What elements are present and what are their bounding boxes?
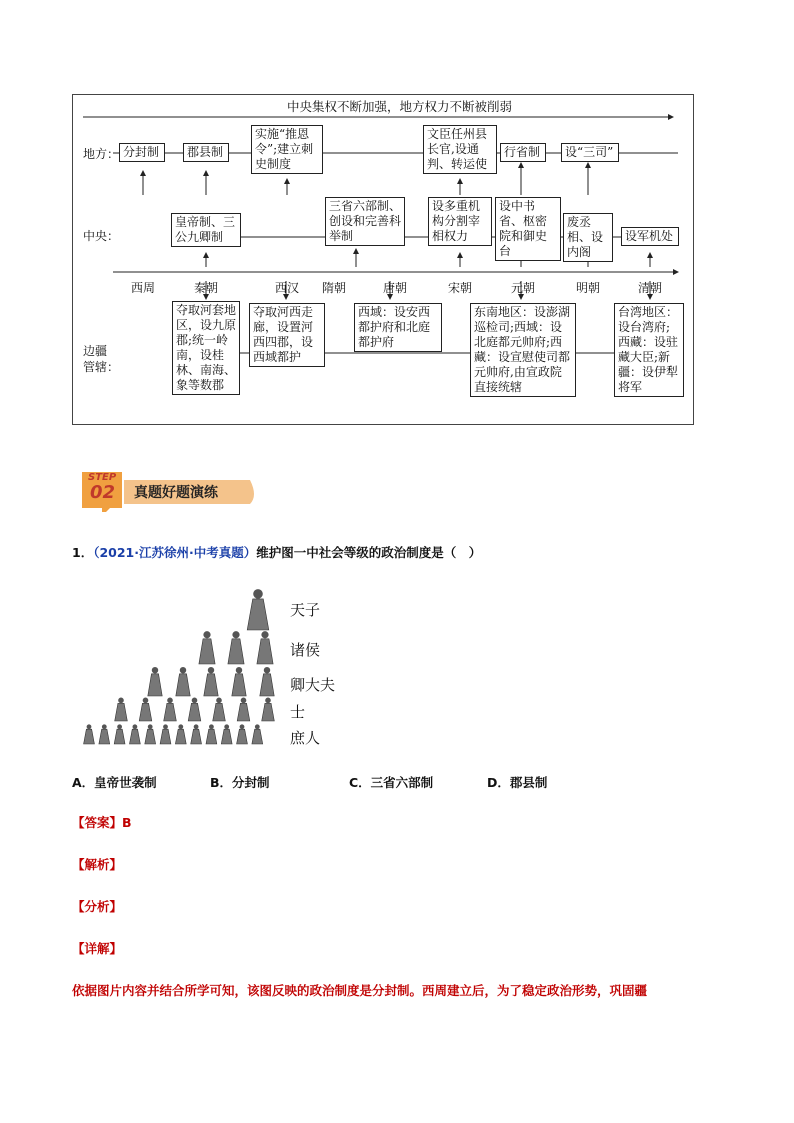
figure-person [237,724,248,744]
local-box: 分封制 [119,143,165,162]
central-box: 皇帝制、三公九卿制 [171,213,241,247]
local-box: 郡县制 [183,143,229,162]
pyramid-label: 诸侯 [290,641,321,659]
figure-person [228,631,244,664]
step-banner [82,468,260,512]
question-stem: 维护图一中社会等级的政治制度是（ ） [256,545,482,560]
analysis-label: 【解析】 [72,857,123,872]
pyramid-label: 士 [290,703,306,721]
figure-person [175,724,186,744]
central-box: 设军机处 [621,227,679,246]
border-box: 夺取河套地区，设九原郡;统一岭南，设桂林、南海、象等数郡 [172,301,240,395]
step-number: 02 [90,482,116,503]
figure-person [148,667,162,696]
pyramid-figures [80,582,310,750]
era-label: 元朝 [510,281,535,295]
central-box: 设中书省、枢密院和御史台 [495,197,561,261]
step-word: STEP [88,472,117,483]
central-box: 设多重机构分割宰相权力 [428,197,492,246]
answer-value: B [122,815,132,830]
row-label-central: 中央： [83,229,120,243]
figure-person [221,724,232,744]
era-label: 秦朝 [193,281,218,295]
political-system-diagram [72,94,694,425]
top-banner: 中央集权不断加强，地方权力不断被削弱 [283,97,516,115]
pyramid-label: 卿大夫 [290,676,336,694]
era-label: 隋朝 [321,281,346,295]
answer-label: 【答案】 [72,815,123,830]
question-line [72,543,481,561]
figure-person [114,724,125,744]
option-c[interactable]: C．三省六部制 [349,775,434,790]
border-box: 夺取河西走廊，设置河西四郡，设西域都护 [249,303,325,367]
figure-person [188,698,201,721]
figure-person [99,724,110,744]
option-b[interactable]: B．分封制 [210,775,270,790]
pyramid-label: 庶人 [290,729,321,747]
row-label-border [83,343,119,375]
option-a[interactable]: A．皇帝世袭制 [72,775,157,790]
section-title: 真题好题演练 [134,485,218,501]
detail-label: 【详解】 [72,941,123,956]
era-label: 清朝 [637,281,662,295]
figure-person [257,631,273,664]
figure-person [191,724,202,744]
option-d[interactable]: D．郡县制 [487,775,548,790]
border-box: 东南地区：设澎湖巡检司;西域：设北庭都元帅府;西藏：设宣慰使司都元帅府,由宣政院直接统辖 [470,303,576,397]
figure-person [213,698,226,721]
figure-person [115,698,128,721]
figure-person [176,667,190,696]
era-label: 西汉 [274,281,299,295]
figure-person [139,698,152,721]
local-box: 文臣任州县长官,设通判、转运使 [423,125,497,174]
figure-person [260,667,274,696]
figure-person [84,724,95,744]
central-box: 三省六部制、创设和完善科举制 [325,197,405,246]
figure-person [262,698,275,721]
figure-person [145,724,156,744]
border-box: 台湾地区：设台湾府;西藏：设驻藏大臣;新疆：设伊犁将军 [614,303,684,397]
central-box: 废丞相、设内阁 [563,213,613,262]
era-label: 唐朝 [382,281,407,295]
social-hierarchy-figure [80,582,360,750]
era-label: 明朝 [575,281,600,295]
border-box: 西域：设安西都护府和北庭都护府 [354,303,442,352]
fenxi-label: 【分析】 [72,899,123,914]
pyramid-label: 天子 [290,601,321,619]
figure-person [232,667,246,696]
answer-line [72,813,132,831]
question-source: （2021·江苏徐州·中考真题） [93,545,257,560]
local-box: 行省制 [500,143,546,162]
figure-person [160,724,171,744]
figure-person [199,631,215,664]
row-label-border-text: 边疆 管辖： [83,344,120,374]
local-box: 实施“推恩令”;建立刺史制度 [251,125,323,174]
detail-text: 依据图片内容并结合所学可知，该图反映的政治制度是分封制。西周建立后，为了稳定政治形势，巩固疆 [72,983,648,998]
figure-person [206,724,217,744]
row-label-local: 地方： [83,147,120,161]
figure-person [252,724,263,744]
question-number: 1． [72,545,94,560]
figure-person [130,724,141,744]
figure-person [247,589,269,630]
figure-person [204,667,218,696]
era-label: 宋朝 [447,281,472,295]
era-label: 西周 [130,281,155,295]
figure-person [237,698,250,721]
figure-person [164,698,177,721]
local-box: 设“三司” [561,143,619,162]
